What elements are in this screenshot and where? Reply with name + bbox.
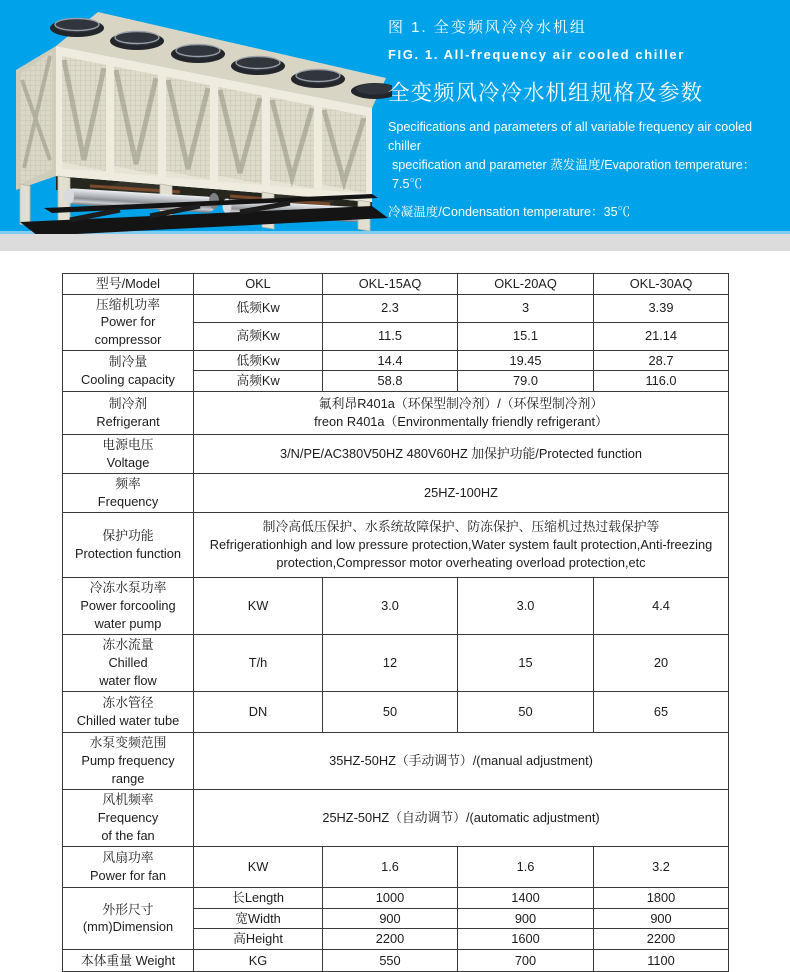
label-en: Power for fan <box>89 867 167 883</box>
value-cell: 900 <box>594 908 729 929</box>
label-en: Frequency <box>97 493 159 509</box>
value-cell: 1.6 <box>323 846 458 887</box>
table-row <box>63 577 729 634</box>
unit-cell: KG <box>194 949 323 971</box>
label-zh: 冷冻水泵功率 <box>89 580 167 596</box>
value-cell: 900 <box>458 908 594 929</box>
table-row <box>63 691 729 732</box>
value-cell: 1100 <box>594 949 729 971</box>
spec-table-section <box>0 251 790 972</box>
spec-desc-line2: specification and parameter 蒸发温度/Evaporation temperature：7.5℃ <box>392 158 756 191</box>
label-en: Cooling capacity <box>81 371 175 387</box>
unit-cell: 高频Kw <box>194 371 323 392</box>
label-zh: 冻水流量 <box>102 637 154 653</box>
header-col-okl20: OKL-20AQ <box>458 274 594 295</box>
value-cell: 21.14 <box>594 322 729 350</box>
spec-desc-line1: Specifications and parameters of all variable frequency air cooled chiller <box>388 120 753 153</box>
merged-value-cell: 3/N/PE/AC380V50HZ 480V60HZ 加保护功能/Protected function <box>194 434 729 473</box>
row-label-voltage <box>63 434 194 473</box>
label-zh: 频率 <box>115 476 141 492</box>
value-cell: 2200 <box>323 929 458 950</box>
label-en: (mm)Dimension <box>82 919 174 935</box>
value-cell: 28.7 <box>594 350 729 371</box>
table-row <box>63 473 729 512</box>
label-en: Chilled <box>108 655 148 671</box>
value-cell: 3.0 <box>323 577 458 634</box>
table-row <box>63 274 729 295</box>
label-en: Power for compressor <box>94 314 162 347</box>
value-cell: 700 <box>458 949 594 971</box>
value-cell: 3 <box>458 294 594 322</box>
divider-band <box>0 234 790 251</box>
unit-cell: KW <box>194 846 323 887</box>
header-col-okl15: OKL-15AQ <box>323 274 458 295</box>
row-label-cooling-capacity <box>63 350 194 391</box>
value-cell: 2200 <box>594 929 729 950</box>
label-en: Frequency <box>97 810 159 826</box>
row-label-protection <box>63 512 194 577</box>
value-cell: 15.1 <box>458 322 594 350</box>
hero-banner <box>0 0 790 234</box>
merged-value-cell <box>194 512 729 577</box>
value-cell: 116.0 <box>594 371 729 392</box>
spec-table <box>62 273 729 972</box>
unit-cell: T/h <box>194 634 323 691</box>
header-model-label: 型号/Model <box>63 274 194 295</box>
figure-caption-en: FIG. 1. All-frequency air cooled chiller <box>388 47 685 62</box>
merged-value-cell: 25HZ-100HZ <box>194 473 729 512</box>
page-title: 全变频风冷冷水机组规格及参数 <box>388 81 704 105</box>
condensation-temp-line: 冷凝温度/Condensation temperature：35℃ <box>388 205 631 219</box>
merged-value-cell: 35HZ-50HZ（手动调节）/(manual adjustment) <box>194 732 729 789</box>
table-row <box>63 350 729 371</box>
value-cell: 79.0 <box>458 371 594 392</box>
header-col-okl: OKL <box>194 274 323 295</box>
label-en: Pump frequency <box>81 753 175 769</box>
value-cell: 550 <box>323 949 458 971</box>
value-cell: 2.3 <box>323 294 458 322</box>
label-zh: 压缩机功率 <box>96 296 160 312</box>
row-label-dimension <box>63 887 194 949</box>
label-en: Voltage <box>106 454 150 470</box>
value-cell: 4.4 <box>594 577 729 634</box>
hero-text-block <box>388 16 780 222</box>
table-row <box>63 634 729 691</box>
table-row <box>63 846 729 887</box>
unit-cell: 宽Width <box>194 908 323 929</box>
refrigerant-value-zh: 氟利昂R401a（环保型制冷剂）/（环保型制冷剂） <box>318 396 604 412</box>
chiller-product-photo <box>0 0 392 234</box>
label-zh: 风机频率 <box>102 792 154 808</box>
value-cell: 1600 <box>458 929 594 950</box>
row-label-weight: 本体重量 Weight <box>63 949 194 971</box>
row-label-pump-power <box>63 577 194 634</box>
protection-value-en: Refrigerationhigh and low pressure protection,Water system fault protection,Anti-freezing protection,Compressor motor overheating overload protection,etc <box>209 537 713 570</box>
unit-cell: 低频Kw <box>194 294 323 322</box>
label-en: Chilled water tube <box>76 712 180 728</box>
label-zh: 风扇功率 <box>102 850 154 866</box>
value-cell: 1400 <box>458 887 594 908</box>
table-row <box>63 887 729 908</box>
value-cell: 3.2 <box>594 846 729 887</box>
value-cell: 15 <box>458 634 594 691</box>
value-cell: 3.0 <box>458 577 594 634</box>
unit-cell: 长Length <box>194 887 323 908</box>
table-row <box>63 949 729 971</box>
unit-cell: 高Height <box>194 929 323 950</box>
unit-cell: KW <box>194 577 323 634</box>
value-cell: 3.39 <box>594 294 729 322</box>
value-cell: 58.8 <box>323 371 458 392</box>
figure-caption-zh: 图 1. 全变频风冷冷水机组 <box>388 19 587 36</box>
label-zh: 保护功能 <box>102 528 154 544</box>
label-en: water flow <box>99 672 157 688</box>
merged-value-cell <box>194 391 729 434</box>
value-cell: 50 <box>323 691 458 732</box>
value-cell: 65 <box>594 691 729 732</box>
row-label-water-flow <box>63 634 194 691</box>
label-zh: 电源电压 <box>102 437 154 453</box>
table-row <box>63 512 729 577</box>
header-col-okl30: OKL-30AQ <box>594 274 729 295</box>
refrigerant-value-en: freon R401a（Environmentally friendly refrigerant） <box>314 413 608 429</box>
label-en: water pump <box>94 615 162 631</box>
label-en: range <box>111 770 145 786</box>
label-en: Refrigerant <box>96 413 160 429</box>
row-label-fan-frequency <box>63 789 194 846</box>
unit-cell: DN <box>194 691 323 732</box>
label-zh: 冻水管径 <box>102 695 154 711</box>
row-label-water-tube <box>63 691 194 732</box>
table-row <box>63 732 729 789</box>
label-en: Power forcooling <box>80 598 176 614</box>
label-zh: 制冷量 <box>108 354 148 370</box>
value-cell: 1.6 <box>458 846 594 887</box>
label-zh: 制冷剂 <box>108 396 148 412</box>
row-label-compressor <box>63 294 194 350</box>
row-label-fan-power <box>63 846 194 887</box>
row-label-pump-range <box>63 732 194 789</box>
value-cell: 11.5 <box>323 322 458 350</box>
label-en: of the fan <box>101 827 155 843</box>
table-row <box>63 434 729 473</box>
row-label-refrigerant <box>63 391 194 434</box>
unit-cell: 高频Kw <box>194 322 323 350</box>
value-cell: 20 <box>594 634 729 691</box>
value-cell: 1000 <box>323 887 458 908</box>
merged-value-cell: 25HZ-50HZ（自动调节）/(automatic adjustment) <box>194 789 729 846</box>
value-cell: 1800 <box>594 887 729 908</box>
value-cell: 12 <box>323 634 458 691</box>
value-cell: 50 <box>458 691 594 732</box>
label-en: Protection function <box>75 545 181 561</box>
table-row <box>63 294 729 322</box>
unit-cell: 低频Kw <box>194 350 323 371</box>
row-label-frequency <box>63 473 194 512</box>
value-cell: 900 <box>323 908 458 929</box>
label-zh: 外形尺寸 <box>102 901 154 917</box>
table-row <box>63 789 729 846</box>
value-cell: 19.45 <box>458 350 594 371</box>
label-zh: 水泵变频范围 <box>89 735 167 751</box>
table-row <box>63 391 729 434</box>
value-cell: 14.4 <box>323 350 458 371</box>
protection-value-zh: 制冷高低压保护、水系统故障保护、防冻保护、压缩机过热过载保护等 <box>262 519 660 535</box>
